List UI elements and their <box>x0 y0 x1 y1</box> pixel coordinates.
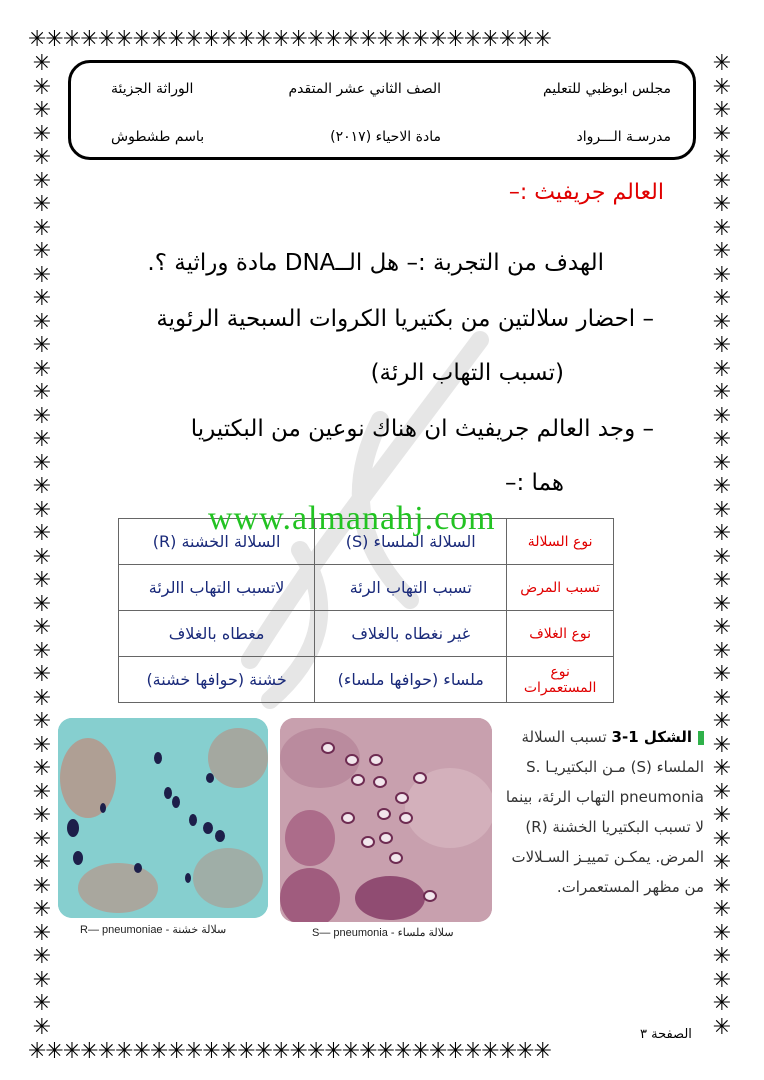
table-row <box>119 611 614 657</box>
header-school: مدرسـة الـــرواد <box>576 129 671 145</box>
header-box <box>68 60 696 160</box>
figure-label: الشكل 1-3 <box>611 728 692 746</box>
row-header: تسبب المرض <box>507 565 614 611</box>
step-line-2: – وجد العالم جريفيث ان هناك نوعين من البكتيريا <box>190 416 654 442</box>
cell-smooth: غير نغطاه بالغلاف <box>315 611 507 657</box>
site-watermark: www.almanahj.com <box>208 500 496 537</box>
smooth-strain-micrograph <box>280 718 492 922</box>
row-header: نوع المستعمرات <box>507 657 614 703</box>
cell-rough: لاتسبب التهاب االرئة <box>119 565 315 611</box>
left-star-border: ✳ ✳ ✳ ✳ ✳ ✳ ✳ ✳ ✳ ✳ ✳ ✳ ✳ ✳ ✳ ✳ ✳ ✳ ✳ ✳ ✳ ✳ ✳ ✳ ✳ ✳ ✳ ✳ ✳ ✳ ✳ ✳ ✳ ✳ ✳ ✳ ✳ ✳ ✳ ✳ ✳ ✳ <box>32 52 52 1040</box>
header-teacher: باسم طشطوش <box>111 129 205 145</box>
header-subject: مادة الاحياء (٢٠١٧) <box>330 129 441 145</box>
row-header: نوع السلالة <box>507 519 614 565</box>
figure-description <box>499 722 704 902</box>
objective-line: الهدف من التجربة :– هل الــDNA مادة وراثية ؟. <box>147 250 604 276</box>
rough-strain-caption: R— pneumoniae - سلالة خشنة <box>80 924 227 936</box>
rough-strain-micrograph <box>58 718 268 918</box>
right-star-border: ✳ ✳ ✳ ✳ ✳ ✳ ✳ ✳ ✳ ✳ ✳ ✳ ✳ ✳ ✳ ✳ ✳ ✳ ✳ ✳ ✳ ✳ ✳ ✳ ✳ ✳ ✳ ✳ ✳ ✳ ✳ ✳ ✳ ✳ ✳ ✳ ✳ ✳ ✳ ✳ ✳ ✳ <box>712 52 732 1040</box>
cell-rough: مغطاه بالغلاف <box>119 611 315 657</box>
step-line-1-cont: (تسبب التهاب الرئة) <box>370 360 564 386</box>
header-grade: الصف الثاني عشر المتقدم <box>288 81 441 97</box>
bottom-star-border: ✳✳✳✳✳✳✳✳✳✳✳✳✳✳✳✳✳✳✳✳✳✳✳✳✳✳✳✳✳✳ <box>28 1040 552 1064</box>
top-star-border: ✳✳✳✳✳✳✳✳✳✳✳✳✳✳✳✳✳✳✳✳✳✳✳✳✳✳✳✳✳✳ <box>28 28 552 52</box>
step-line-2-cont: هما :– <box>505 470 564 496</box>
row-header: نوع الغلاف <box>507 611 614 657</box>
smooth-strain-caption: S— pneumonia - سلالة ملساء <box>312 927 454 939</box>
table-row <box>119 657 614 703</box>
figure-marker-icon <box>698 731 704 745</box>
cell-rough: خشنة (حوافها خشنة) <box>119 657 315 703</box>
comparison-table <box>118 518 614 703</box>
cell-smooth: السلالة الملساء (S) <box>315 519 507 565</box>
table-row <box>119 565 614 611</box>
step-line-1: – احضار سلالتين من بكتيريا الكروات السبحية الرئوية <box>156 306 654 332</box>
cell-smooth: ملساء (حوافها ملساء) <box>315 657 507 703</box>
figure-text: تسبب السلالة الملساء (S) مـن البكتيريـا S. pneumonia التهاب الرئة، بينما لا تسبب البكتيريا الخشنة (R) المرض. يمكـن تمييـز السـلالات من مظهر المستعمرات. <box>505 728 704 896</box>
header-unit: الوراثة الجزيئة <box>111 81 194 97</box>
cell-rough: السلالة الخشنة (R) <box>119 519 315 565</box>
section-title: العالم جريفيث :– <box>508 180 664 205</box>
page-number: الصفحة ٣ <box>640 1027 692 1042</box>
cell-smooth: تسبب التهاب الرئة <box>315 565 507 611</box>
header-council: مجلس ابوظبي للتعليم <box>542 81 671 97</box>
